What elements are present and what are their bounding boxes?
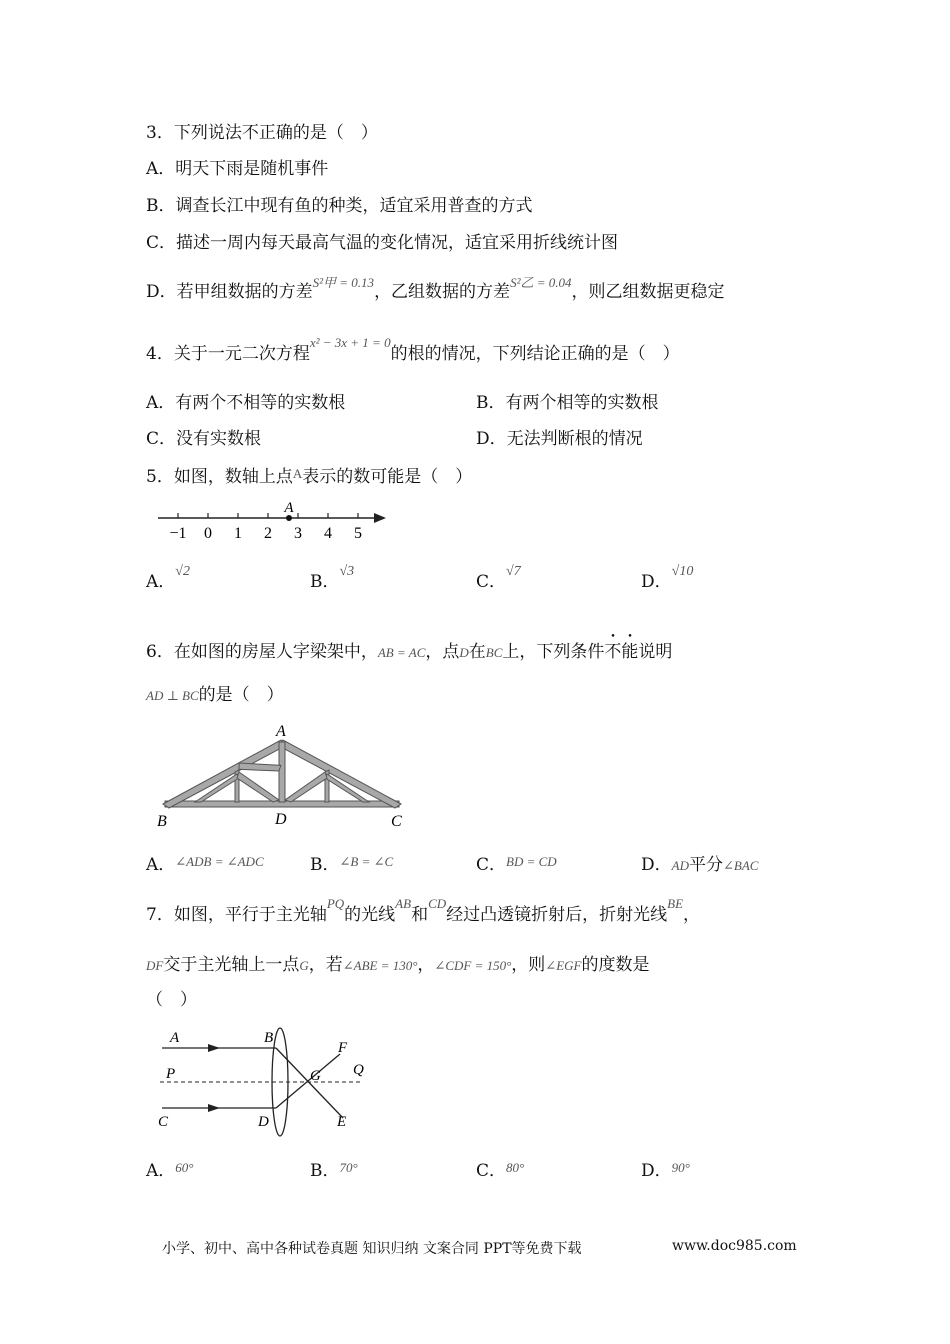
number-line-tick-label: 5 bbox=[354, 525, 362, 542]
q5-stem: 5．如图，数轴上点$^A$表示的数可能是（ ） bbox=[146, 466, 473, 487]
number-line-tick-label: −1 bbox=[169, 525, 187, 542]
q7-option-a: A．$^{60^\circ}$ bbox=[146, 1160, 194, 1181]
lens-figure bbox=[150, 1022, 380, 1140]
q6-option-d: D．AD平分∠BAC bbox=[641, 855, 759, 875]
q3-option-d: D．若甲组数据的方差$^{S^2甲 = 0.13}$，乙组数据的方差$^{S^2乙 = 0.04}$，则乙组数据更稳定 bbox=[146, 275, 725, 302]
lens-label-a: A bbox=[170, 1030, 180, 1046]
lens-label-f: F bbox=[338, 1040, 348, 1056]
q3-variance-a: S²甲 = 0.13 bbox=[312, 275, 375, 290]
number-line-tick-label: 0 bbox=[204, 525, 212, 542]
lens-label-g: G bbox=[310, 1068, 321, 1084]
q7-stem-line3: （ ） bbox=[146, 990, 197, 1010]
truss-label-c: C bbox=[391, 813, 402, 830]
q3-stem: 3．下列说法不正确的是（ ） bbox=[146, 123, 378, 143]
q6-option-a: A．$^{\angle ADB = \angle ADC}$ bbox=[146, 854, 264, 875]
q5-option-a: A．$^{√2}$ bbox=[146, 564, 190, 592]
number-line-tick-label: 4 bbox=[324, 525, 332, 542]
lens-label-e: E bbox=[337, 1114, 347, 1130]
number-line-tick-label: 2 bbox=[264, 525, 272, 542]
q7-stem-line2: DF交于主光轴上一点G，若∠ABE = 130°，∠CDF = 150°，则∠EGF的度数是 bbox=[146, 955, 650, 975]
q4-equation: x² − 3x + 1 = 0 bbox=[309, 335, 391, 350]
footer-link[interactable]: www.doc985.com bbox=[672, 1238, 797, 1254]
q3-variance-b: S²乙 = 0.04 bbox=[510, 275, 572, 290]
number-line-tick-label: 3 bbox=[294, 525, 302, 542]
lens-label-d: D bbox=[258, 1114, 269, 1130]
q3-option-c: C．描述一周内每天最高气温的变化情况，适宜采用折线统计图 bbox=[146, 233, 619, 253]
q3-option-b: B．调查长江中现有鱼的种类，适宜采用普查的方式 bbox=[146, 196, 533, 216]
q5-option-c: C．$^{√7}$ bbox=[476, 564, 521, 592]
lens-label-b: B bbox=[264, 1030, 274, 1046]
footer-text: 小学、初中、高中各种试卷真题 知识归纳 文案合同 PPT等免费下载 bbox=[162, 1241, 582, 1257]
truss-label-a: A bbox=[276, 723, 286, 740]
q7-option-b: B．$^{70^\circ}$ bbox=[310, 1160, 358, 1181]
q4-option-b: B．有两个相等的实数根 bbox=[476, 393, 659, 413]
q7-option-c: C．$^{80^\circ}$ bbox=[476, 1160, 525, 1181]
q3-option-a: A．明天下雨是随机事件 bbox=[146, 159, 329, 179]
q5-option-d: D．$^{√10}$ bbox=[641, 564, 694, 592]
q6-option-b: B．$^{\angle B = \angle C}$ bbox=[310, 854, 394, 875]
q4-stem: 4．关于一元二次方程$^{x^2 - 3x + 1 = 0}$的根的情况，下列结论正确的是（ ） bbox=[146, 335, 680, 364]
roof-truss-figure bbox=[155, 720, 415, 830]
q6-stem-line2: AD ⊥ BC的是（ ） bbox=[146, 685, 284, 705]
q4-option-d: D．无法判断根的情况 bbox=[476, 429, 643, 449]
lens-label-c: C bbox=[158, 1114, 169, 1130]
lens-label-q: Q bbox=[353, 1062, 364, 1078]
q6-emphasis: 不能 bbox=[604, 642, 639, 662]
number-line-point-label: A bbox=[284, 500, 294, 516]
q6-stem-line1: 6．在如图的房屋人字梁架中，AB = AC，点D在BC上，下列条件不能说明 bbox=[146, 642, 673, 662]
number-line-figure bbox=[150, 496, 400, 544]
q7-stem-line1: 7．如图，平行于主光轴$^{PQ}$的光线$^{AB}$和$^{CD}$经过凸透镜折射后，折射光线$^{BE}$， bbox=[146, 896, 701, 925]
q5-option-b: B．$^{√3}$ bbox=[310, 564, 355, 592]
number-line-arrow bbox=[374, 513, 386, 523]
q6-option-c: C．$^{BD = CD}$ bbox=[476, 854, 557, 875]
number-line-tick-label: 1 bbox=[234, 525, 242, 542]
q7-option-d: D．$^{90^\circ}$ bbox=[641, 1160, 690, 1181]
q4-option-c: C．没有实数根 bbox=[146, 429, 262, 449]
q5-point-name: A bbox=[292, 466, 303, 481]
truss-label-d: D bbox=[275, 811, 287, 828]
truss-label-b: B bbox=[157, 813, 167, 830]
q4-option-a: A．有两个不相等的实数根 bbox=[146, 393, 346, 413]
lens-label-p: P bbox=[166, 1066, 176, 1082]
